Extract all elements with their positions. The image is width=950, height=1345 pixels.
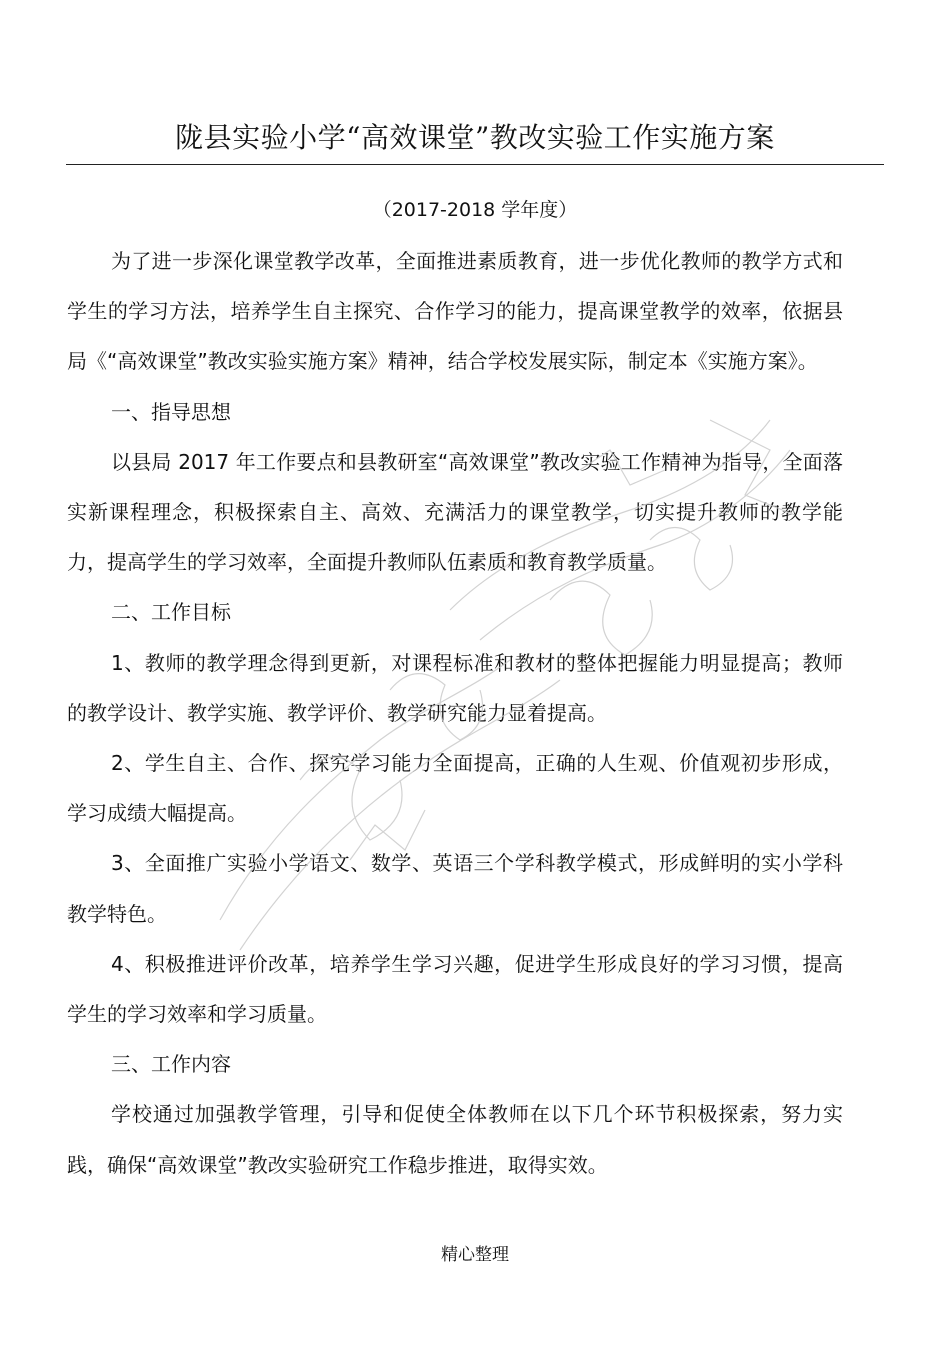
goal-item-3: 3、全面推广实验小学语文、数学、英语三个学科教学模式，形成鲜明的实小学科教学特色。 (67, 851, 843, 926)
section-heading-work-goals: 二、工作目标 (111, 600, 231, 625)
section-heading-guiding-ideology: 一、指导思想 (111, 399, 231, 424)
work-content-paragraph: 学校通过加强教学管理，引导和促使全体教师在以下几个环节积极探索，努力实践，确保“高效课堂”教改实验研究工作稳步推进，取得实效。 (67, 1102, 843, 1177)
title-underline (66, 164, 884, 165)
goal-item-1: 1、教师的教学理念得到更新，对课程标准和教材的整体把握能力明显提高；教师的教学设计、教学实施、教学评价、教学研究能力显着提高。 (67, 650, 843, 725)
document-title: 陇县实验小学“高效课堂”教改实验工作实施方案 (175, 121, 775, 154)
intro-paragraph: 为了进一步深化课堂教学改革，全面推进素质教育，进一步优化教师的教学方式和学生的学习方法，培养学生自主探究、合作学习的能力，提高课堂教学的效率，依据县局《“高效课堂”教改实验实施方案》精神，结合学校发展实际，制定本《实施方案》。 (67, 249, 843, 374)
goal-item-4: 4、积极推进评价改革，培养学生学习兴趣，促进学生形成良好的学习习惯，提高学生的学习效率和学习质量。 (67, 951, 843, 1027)
section-heading-work-content: 三、工作内容 (111, 1052, 231, 1077)
page-footer: 精心整理 (441, 1245, 509, 1265)
goal-item-2: 2、学生自主、合作、探究学习能力全面提高，正确的人生观、价值观初步形成，学习成绩大幅提高。 (67, 751, 843, 826)
guiding-ideology-paragraph: 以县局 2017 年工作要点和县教研室“高效课堂”教改实验工作精神为指导，全面落实新课程理念，积极探索自主、高效、充满活力的课堂教学，切实提升教师的教学能力，提高学生的学习效率，全面提升教师队伍素质和教育教学质量。 (67, 449, 843, 575)
document-body (67, 236, 843, 1190)
document-subtitle: （2017-2018 学年度） (372, 199, 578, 221)
